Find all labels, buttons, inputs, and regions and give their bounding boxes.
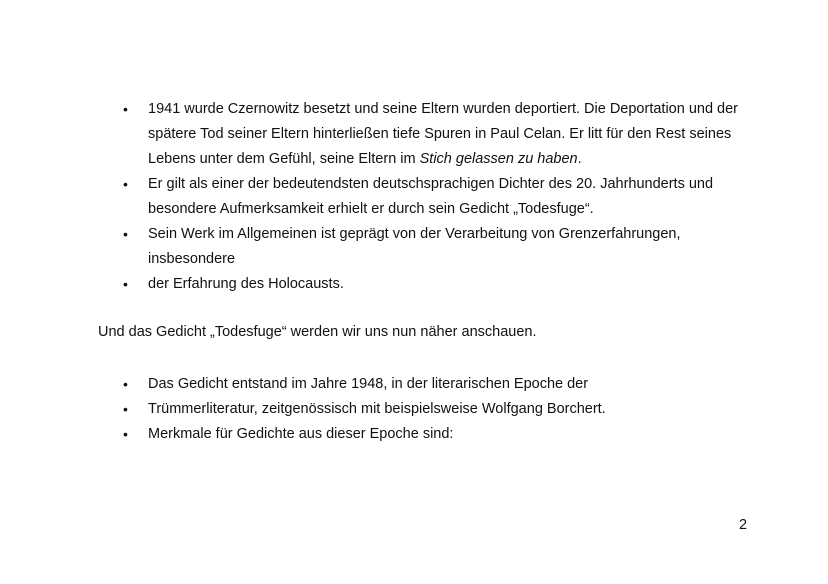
list-item [0, 372, 748, 397]
bullet-icon: • [123, 276, 128, 292]
bullet-icon: • [123, 176, 128, 192]
list-item-text: Er gilt als einer der bedeutendsten deutschsprachigen Dichter des 20. Jahrhunderts und besondere Aufmerksamkeit erhielt er durch sein Gedicht „Todesfuge“. [148, 176, 714, 217]
bullet-icon: • [123, 401, 128, 417]
list-item-text: 1941 wurde Czernowitz besetzt und seine Eltern wurden deportiert. Die Deportation und der spätere Tod seiner Eltern hinterließen tiefe Spuren in Paul Celan. Er litt für den Rest seines Lebens unter dem Gefühl, seine Eltern im [148, 101, 739, 167]
list-item-text-end: . [577, 151, 582, 167]
list-item [0, 422, 748, 447]
bullet-icon: • [123, 101, 128, 117]
list-item [0, 172, 748, 222]
list-item-text: Trümmerliteratur, zeitgenössisch mit beispielsweise Wolfgang Borchert. [148, 401, 606, 417]
list-item-text: Sein Werk im Allgemeinen ist geprägt von der Verarbeitung von Grenzerfahrungen, insbesondere [148, 226, 681, 267]
body-paragraph: Und das Gedicht „Todesfuge“ werden wir uns nun näher anschauen. [98, 324, 537, 340]
list-item-text: Das Gedicht entstand im Jahre 1948, in der literarischen Epoche der [148, 376, 589, 392]
list-item-text: der Erfahrung des Holocausts. [148, 276, 344, 292]
list-item [0, 222, 748, 272]
bullet-list-top [0, 97, 748, 297]
bullet-icon: • [123, 226, 128, 242]
list-item [0, 397, 748, 422]
bullet-icon: • [123, 426, 128, 442]
list-item-italic-text: Stich gelassen zu haben [419, 151, 578, 167]
bullet-icon: • [123, 376, 128, 392]
page-number: 2 [739, 517, 748, 533]
list-item [0, 97, 748, 172]
bullet-list-bottom [0, 372, 748, 447]
list-item [0, 272, 748, 297]
list-item-text: Merkmale für Gedichte aus dieser Epoche sind: [148, 426, 454, 442]
